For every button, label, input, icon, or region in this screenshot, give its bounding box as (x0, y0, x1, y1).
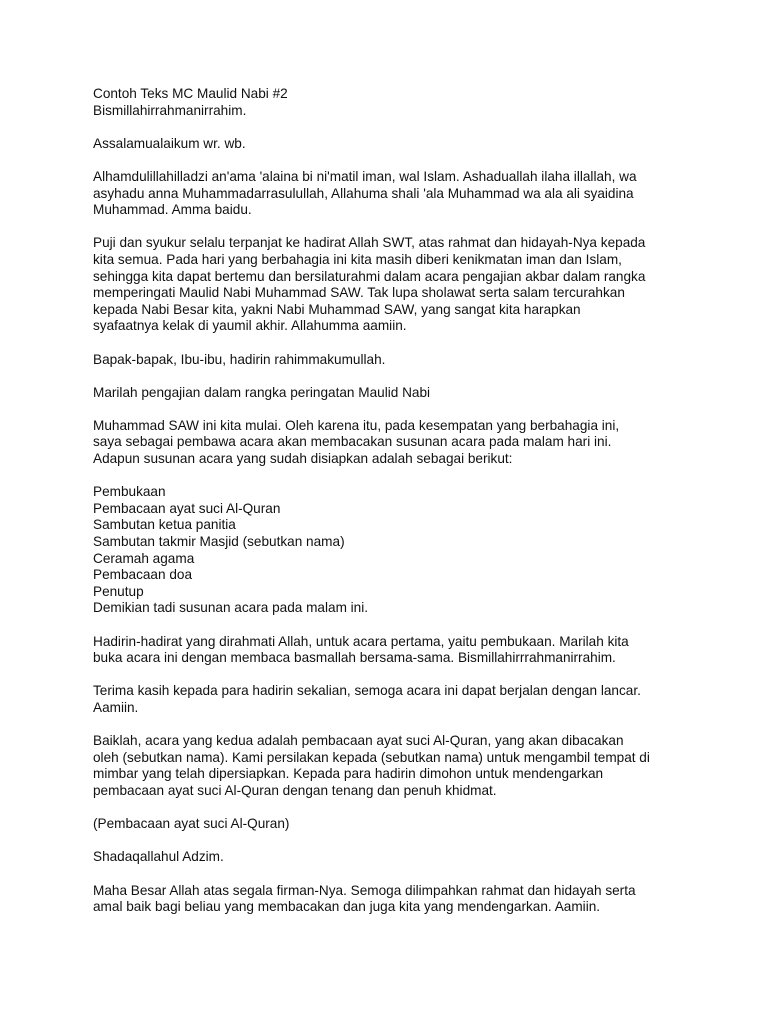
text-line: saya sebagai pembawa acara akan membacakan susunan acara pada malam hari ini. (93, 434, 612, 450)
paragraph-agenda-intro (93, 418, 713, 468)
text-line: kita semua. Pada hari yang berbahagia ini kita masih diberi kenikmatan iman dan Islam, (93, 251, 622, 267)
paragraph-blessing (93, 883, 713, 916)
list-item: Demikian tadi susunan acara pada malam ini. (93, 600, 369, 616)
paragraph-opening-praise (93, 169, 713, 219)
paragraph-gratitude (93, 235, 713, 335)
text-line: kepada Nabi Besar kita, yakni Nabi Muhammad SAW, yang sangat kita harapkan (93, 301, 581, 317)
text-line: Baiklah, acara yang kedua adalah pembacaan ayat suci Al-Quran, yang akan dibacakan (93, 733, 624, 749)
text-line: buka acara ini dengan membaca basmallah bersama-sama. Bismillahirrrahmanirrahim. (93, 650, 616, 666)
text-line: mimbar yang telah dipersiapkan. Kepada para hadirin dimohon untuk mendengarkan (93, 766, 604, 782)
paragraph-closing-phrase (93, 849, 713, 866)
list-item: Ceramah agama (93, 550, 195, 566)
text-line: pembacaan ayat suci Al-Quran dengan tenang dan penuh khidmat. (93, 782, 497, 798)
document-page (93, 86, 713, 932)
text-line: Bapak-bapak, Ibu-ibu, hadirin rahimmakumullah. (93, 351, 386, 367)
opening-line: Bismillahirrahmanirrahim. (93, 102, 247, 118)
paragraph-opening-session (93, 634, 713, 667)
list-item: Pembacaan ayat suci Al-Quran (93, 500, 281, 516)
text-line: Muhammad. Amma baidu. (93, 202, 252, 218)
text-line: syafaatnya kelak di yaumil akhir. Allahumma aamiin. (93, 318, 407, 334)
text-line: Marilah pengajian dalam rangka peringatan Maulid Nabi (93, 384, 431, 400)
list-item: Penutup (93, 583, 144, 599)
paragraph-quran-reading (93, 733, 713, 799)
list-item: Pembacaan doa (93, 567, 193, 583)
greeting-text: Assalamualaikum wr. wb. (93, 135, 246, 151)
text-line: oleh (sebutkan nama). Kami persilakan kepada (sebutkan nama) untuk mengambil tempat di (93, 749, 650, 765)
text-line: Puji dan syukur selalu terpanjat ke hadirat Allah SWT, atas rahmat dan hidayah-Nya kepada (93, 235, 646, 251)
document-title: Contoh Teks MC Maulid Nabi #2 (93, 86, 288, 101)
greeting-paragraph (93, 136, 713, 153)
header-block (93, 86, 713, 119)
list-item: Sambutan takmir Masjid (sebutkan nama) (93, 534, 345, 550)
text-line: Adapun susunan acara yang sudah disiapkan adalah sebagai berikut: (93, 451, 513, 467)
text-line: Terima kasih kepada para hadirin sekalian, semoga acara ini dapat berjalan dengan lancar. (93, 683, 641, 699)
list-item: Sambutan ketua panitia (93, 517, 236, 533)
list-item: Pembukaan (93, 484, 166, 500)
paragraph-invitation (93, 385, 713, 402)
agenda-list (93, 484, 713, 617)
paragraph-stage-note (93, 816, 713, 833)
text-line: Aamiin. (93, 699, 139, 715)
paragraph-address (93, 352, 713, 369)
paragraph-thanks (93, 683, 713, 716)
text-line: Maha Besar Allah atas segala firman-Nya. Semoga dilimpahkan rahmat dan hidayah serta (93, 882, 636, 898)
text-line: Shadaqallahul Adzim. (93, 849, 224, 865)
text-line: sehingga kita dapat bertemu dan bersilaturahmi dalam acara pengajian akbar dalam rangka (93, 268, 646, 284)
text-line: asyhadu anna Muhammadarrasulullah, Allahuma shali 'ala Muhammad wa ala ali syaidina (93, 185, 634, 201)
text-line: amal baik bagi beliau yang membacakan dan juga kita yang mendengarkan. Aamiin. (93, 899, 601, 915)
text-line: Muhammad SAW ini kita mulai. Oleh karena itu, pada kesempatan yang berbahagia ini, (93, 417, 620, 433)
text-line: Hadirin-hadirat yang dirahmati Allah, untuk acara pertama, yaitu pembukaan. Marilah kita (93, 633, 629, 649)
text-line: Alhamdulillahilladzi an'ama 'alaina bi ni'matil iman, wal Islam. Ashaduallah ilaha illallah, wa (93, 168, 637, 184)
text-line: (Pembacaan ayat suci Al-Quran) (93, 816, 290, 832)
text-line: memperingati Maulid Nabi Muhammad SAW. Tak lupa sholawat serta salam tercurahkan (93, 285, 625, 301)
